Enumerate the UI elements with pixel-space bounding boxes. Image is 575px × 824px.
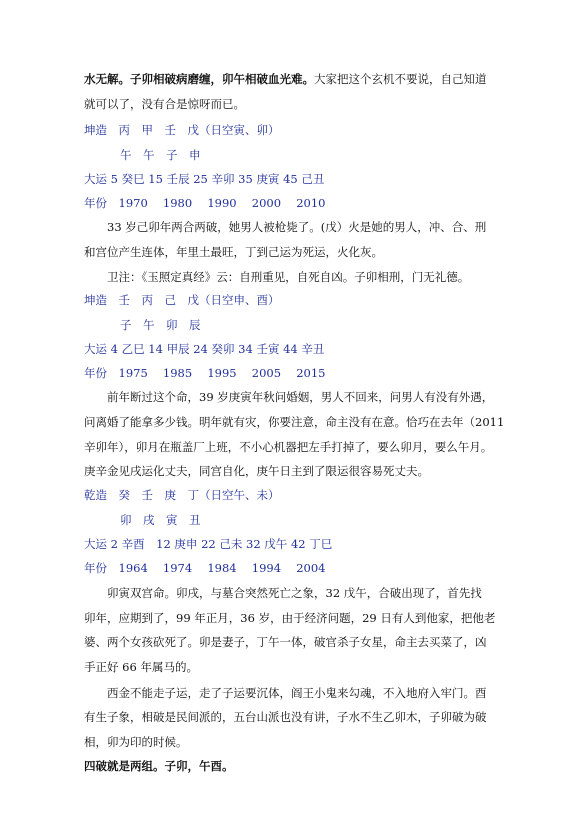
paragraph-line: 有生子象，相破是民间派的，五台山派也没有讲，子水不生乙卯木，子卯破为破: [84, 710, 487, 724]
kun2-dayun: 大运 4 乙巳 14 甲辰 24 癸卯 34 壬寅 44 辛丑: [84, 342, 325, 356]
kun2-pillars: 坤造 壬 丙 己 戊（日空申、酉）: [84, 293, 280, 307]
kun1-years: 年份 1970 1980 1990 2000 2010: [84, 196, 326, 210]
qian-branches: 卯 戌 寅 丑: [120, 513, 201, 527]
bold-phrase: 水无解。子卯相破病磨缠，卯午相破血光难。: [84, 72, 314, 86]
kun2-branches: 子 午 卯 辰: [120, 318, 201, 332]
paragraph-line: 婆、两个女孩砍死了。卯是妻子，丁午一体，破官杀子女星，命主去买菜了，凶: [84, 635, 487, 649]
paragraph-line: 前年断过这个命，39 岁庚寅年秋问婚姻，男人不回来，问男人有没有外遇，: [107, 390, 494, 404]
kun2-years: 年份 1975 1985 1995 2005 2015: [84, 366, 326, 380]
paragraph-line: 问离婚了能拿多少钱。明年就有灾，你要注意，命主没有在意。恰巧在去年（2011: [84, 415, 505, 429]
qian-pillars: 乾造 癸 壬 庚 丁（日空午、未）: [84, 488, 280, 502]
closing-line: 四破就是两组。子卯，午酉。: [84, 759, 234, 773]
paragraph-line: 相，卯为印的时候。: [84, 735, 188, 749]
text-line: 就可以了，没有合是惊呀而已。: [84, 97, 245, 111]
paragraph-line: 和宫位产生连体，年里土最旺，丁到己运为死运，火化灰。: [84, 245, 383, 259]
qian-years: 年份 1964 1974 1984 1994 2004: [84, 561, 326, 575]
kun1-branches: 午 午 子 申: [120, 148, 201, 162]
paragraph-line: 手正好 66 年属马的。: [84, 660, 198, 674]
kun1-pillars: 坤造 丙 甲 壬 戊（日空寅、卯）: [84, 123, 280, 137]
kun1-dayun: 大运 5 癸巳 15 壬辰 25 辛卯 35 庚寅 45 己丑: [84, 172, 325, 186]
paragraph-line: 卯寅双宫命。卯戌，与墓合突然死亡之象，32 戊午，合破出现了，首先找: [107, 586, 482, 600]
paragraph-line: 庚辛金见戌运化丈夫，同宫自化，庚午日主到了限运很容易死丈夫。: [84, 464, 429, 478]
paragraph-line: 33 岁己卯年两合两破，她男人被枪毙了。(戊）火是她的男人，冲、合、刑: [107, 220, 487, 234]
qian-dayun: 大运 2 辛酉 12 庚申 22 己未 32 戊午 42 丁巳: [84, 537, 333, 551]
paragraph-line: 卫注：《玉照定真经》云：自刑重见，自死自凶。子卯相刑，门无礼德。: [107, 270, 470, 284]
normal-phrase: 大家把这个玄机不要说，自己知道: [314, 72, 487, 86]
paragraph-line: 西金不能走子运，走了子运要沉体，阎王小鬼来勾魂，不入地府入牢门。酉: [107, 686, 487, 700]
paragraph-line: 卯年，应期到了，99 年正月，36 岁，由于经济问题，29 日有人到他家，把他老: [84, 611, 496, 625]
text-line: [84, 68, 515, 90]
paragraph-line: 辛卯年），卯月在瓶盖厂上班，不小心机器把左手打掉了，要么卯月，要么午月。: [84, 440, 493, 454]
